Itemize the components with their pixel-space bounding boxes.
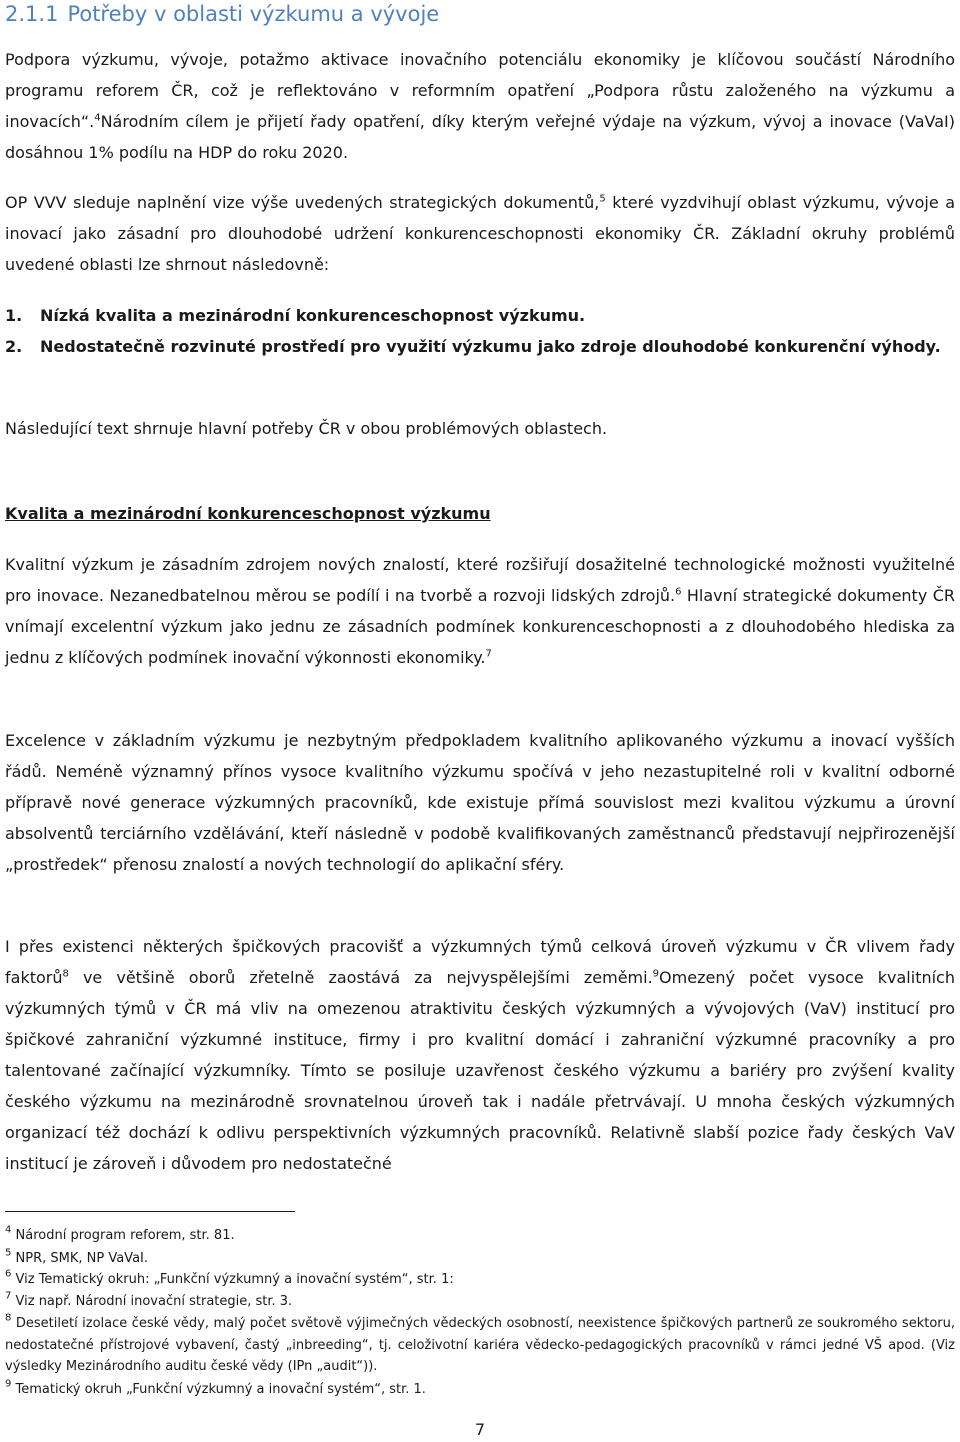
footnote-ref[interactable]: 5 bbox=[599, 193, 606, 205]
paragraph-existence bbox=[5, 931, 955, 1179]
paragraph-text: ve většině oborů zřetelně zaostává za nejvyspělejšími zeměmi. bbox=[68, 968, 653, 987]
footnote-number: 9 bbox=[5, 1378, 12, 1390]
footnote bbox=[5, 1269, 955, 1291]
footnote bbox=[5, 1313, 955, 1378]
footnote-separator bbox=[5, 1211, 295, 1212]
footnote bbox=[5, 1225, 955, 1247]
footnote-number: 4 bbox=[5, 1224, 12, 1236]
section-number: 2.1.1 bbox=[5, 2, 59, 26]
footnote-ref[interactable]: 9 bbox=[652, 968, 660, 980]
footnote-text: NPR, SMK, NP VaVaI. bbox=[15, 1251, 148, 1266]
paragraph-text: Podpora výzkumu, vývoje, potažmo aktivace inovačního potenciálu ekonomiky je klíčovou součástí Národního programu reforem ČR, což je reflektováno v reformním opatření „Podpora růstu založeného na výzkumu a inovacích“. bbox=[5, 50, 955, 131]
footnote bbox=[5, 1291, 955, 1313]
footnote-text: Národní program reforem, str. 81. bbox=[15, 1228, 235, 1243]
footnote-number: 5 bbox=[5, 1247, 12, 1259]
footnote-text: Desetiletí izolace české vědy, malý počet světově výjimečných vědeckých osobností, neexistence špičkových partnerů ze soukromého sektoru, nedostatečné přístrojové vybavení, častý „inbreeding“, tj. celoživotní kariéra vědecko-pedagogických pracovníků v rámci jedné VŠ apod. (Viz výsledky Mezinárodního auditu české vědy (IPn „audit“)). bbox=[5, 1316, 955, 1374]
paragraph-text: Národním cílem je přijetí řady opatření, díky kterým veřejné výdaje na výzkum, vývoj a inovace (VaVaI) dosáhnou 1% podílu na HDP do roku 2020. bbox=[5, 112, 955, 162]
footnote-ref[interactable]: 4 bbox=[94, 112, 101, 124]
list-number: 2. bbox=[5, 337, 23, 356]
list-number: 1. bbox=[5, 306, 23, 325]
paragraph-summary: Následující text shrnuje hlavní potřeby ČR v obou problémových oblastech. bbox=[5, 419, 608, 438]
footnote-text: Viz např. Národní inovační strategie, str. 3. bbox=[15, 1294, 293, 1309]
list-item bbox=[5, 331, 955, 362]
page-number: 7 bbox=[474, 1420, 486, 1439]
footnote-number: 7 bbox=[5, 1290, 12, 1302]
footnote-text: Viz Tematický okruh: „Funkční výzkumný a inovační systém“, str. 1: bbox=[15, 1272, 454, 1287]
footnote-text: Tematický okruh „Funkční výzkumný a inovační systém“, str. 1. bbox=[15, 1382, 426, 1397]
footnote-number: 6 bbox=[5, 1268, 12, 1280]
list-text: Nízká kvalita a mezinárodní konkurenceschopnost výzkumu. bbox=[40, 306, 586, 325]
footnote-number: 8 bbox=[5, 1312, 12, 1324]
footnote bbox=[5, 1379, 955, 1401]
paragraph-text: Kvalitní výzkum je zásadním zdrojem nových znalostí, které rozšiřují dosažitelné technologické možnosti využitelné pro inovace. Nezanedbatelnou měrou se podílí i na tvorbě a rozvoji lidských zdrojů. bbox=[5, 555, 955, 605]
paragraph-text: Omezený počet vysoce kvalitních výzkumných týmů v ČR má vliv na omezenou atraktivitu českých výzkumných a vývojových (VaV) institucí pro špičkové zahraniční výzkumné instituce, firmy i pro kvalitní domácí i zahraniční výzkumné pracovníky a pro talentované začínající výzkumníky. Tímto se posiluje uzavřenost českého výzkumu a bariéry pro zvýšení kvality českého výzkumu na mezinárodně srovnatelnou úroveň tak i nadále přetrvávají. U mnoha českých výzkumných organizací též dochází k odlivu perspektivních výzkumných pracovníků. Relativně slabší pozice řady českých VaV institucí je zároveň i důvodem pro nedostatečné bbox=[5, 968, 955, 1173]
footnote bbox=[5, 1248, 955, 1270]
paragraph-excellence: Excelence v základním výzkumu je nezbytným předpokladem kvalitního aplikovaného výzkumu a inovací vyšších řádů. Neméně významný přínos vysoce kvalitního výzkumu spočívá v jeho nezastupitelné roli v kvalitní odborné přípravě nové generace výzkumných pracovníků, kde existuje přímá souvislost mezi kvalitou výzkumu a úrovní absolventů terciárního vzdělávání, kteří následně v podobě kvalifikovaných zaměstnanců představují nejpřirozenější „prostředek“ přenosu znalostí a nových technologií do aplikační sféry. bbox=[5, 731, 955, 874]
paragraph-quality bbox=[5, 549, 955, 673]
paragraph-op-vvv bbox=[5, 187, 955, 280]
section-heading bbox=[5, 2, 439, 26]
paragraph-intro bbox=[5, 44, 955, 168]
paragraph-text: OP VVV sleduje naplnění vize výše uvedených strategických dokumentů, bbox=[5, 193, 600, 212]
list-item bbox=[5, 300, 955, 331]
paragraph-text: Hlavní strategické dokumenty ČR vnímají excelentní výzkum jako jednu ze zásadních podmínek konkurenceschopnosti a z dlouhodobého hlediska za jednu z klíčových podmínek inovační výkonnosti ekonomiky. bbox=[5, 586, 955, 667]
section-title: Potřeby v oblasti výzkumu a vývoje bbox=[67, 2, 440, 26]
footnote-ref[interactable]: 7 bbox=[485, 648, 492, 660]
paragraph-text: které vyzdvihují oblast výzkumu, vývoje a inovací jako zásadní pro dlouhodobé udržení konkurenceschopnosti ekonomiky ČR. Základní okruhy problémů uvedené oblasti lze shrnout následovně: bbox=[5, 193, 955, 274]
problem-list bbox=[5, 300, 955, 362]
footnote-ref[interactable]: 8 bbox=[62, 968, 69, 980]
list-text: Nedostatečně rozvinuté prostředí pro využití výzkumu jako zdroje dlouhodobé konkurenční výhody. bbox=[40, 337, 941, 356]
subheading: Kvalita a mezinárodní konkurenceschopnost výzkumu bbox=[5, 504, 491, 523]
paragraph-text: I přes existenci některých špičkových pracovišť a výzkumných týmů celková úroveň výzkumu v ČR vlivem řady faktorů bbox=[5, 937, 955, 987]
footnote-ref[interactable]: 6 bbox=[675, 586, 682, 598]
